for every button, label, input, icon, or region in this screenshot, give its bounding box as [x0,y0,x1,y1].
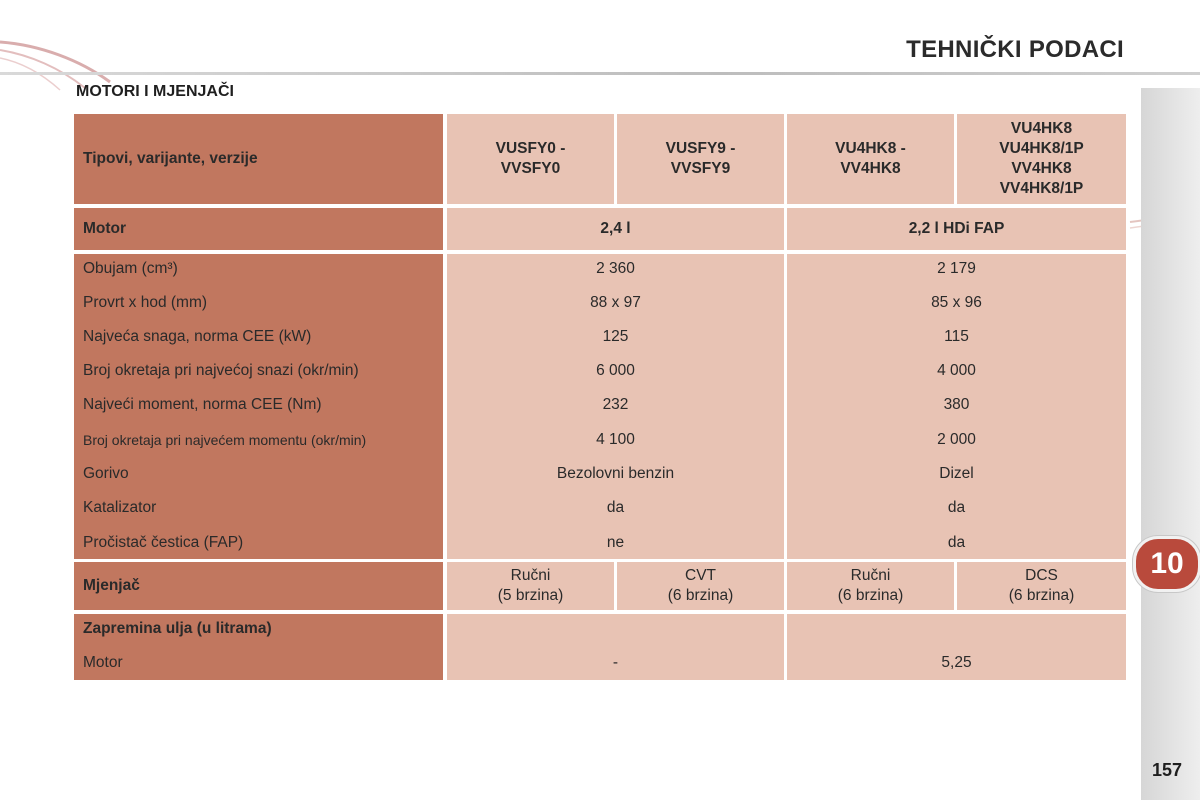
gearbox-speeds: (6 brzina) [667,587,734,604]
header-rule [0,72,1200,75]
versions-header-label: Tipovi, varijante, verzije [74,114,443,204]
spec-petrol-value: 6 000 [596,362,635,379]
oil-petrol-value: - [612,654,619,671]
section-title: MOTORI I MJENJAČI [76,83,234,100]
motor-diesel: 2,2 l HDi FAP [787,208,1126,250]
version-line: VVSFY9 [670,160,731,177]
version-line: VU4HK8 - [835,140,906,157]
version-cell [787,114,954,204]
spec-label: Najveća snaga, norma CEE (kW) [83,328,312,345]
spec-label: Pročistač čestica (FAP) [83,534,244,551]
spec-petrol-value: 2 360 [596,260,635,277]
spec-label: Najveći moment, norma CEE (Nm) [83,396,322,413]
spec-label: Obujam (cm³) [83,260,178,277]
version-line: VV4HK8 [1011,160,1072,177]
oil-motor-label: Motor [83,654,123,671]
spec-petrol-value: Bezolovni benzin [556,465,675,482]
gearbox-label: Mjenjač [74,562,443,610]
gearbox-speeds: (6 brzina) [1008,587,1075,604]
version-cell [617,114,784,204]
page-number: 157 [1152,760,1183,780]
gearbox-speeds: (6 brzina) [837,587,904,604]
spec-label: Broj okretaja pri najvećoj snazi (okr/min) [83,362,359,379]
chapter-side-bar [1141,88,1200,800]
gearbox-cell [617,562,784,610]
motor-label: Motor [74,208,443,250]
spec-petrol-value: 125 [602,328,629,345]
version-cell [957,114,1126,204]
version-cell [447,114,614,204]
spec-diesel-value: 2 000 [937,431,976,448]
spec-petrol-value: 4 100 [596,431,635,448]
oil-capacity-label: Zapremina ulja (u litrama) [83,620,272,637]
gearbox-cell [787,562,954,610]
chapter-number-badge: 10 [1133,536,1200,592]
spec-diesel-value: Dizel [939,465,974,482]
page-title: TEHNIČKI PODACI [906,36,1124,63]
spec-diesel-value: 380 [943,396,970,413]
spec-label: Provrt x hod (mm) [83,294,208,311]
oil-diesel-value: 5,25 [941,654,972,671]
spec-diesel-value: 4 000 [937,362,976,379]
gearbox-type: Ručni [850,567,891,584]
version-line: VUSFY9 - [665,140,736,157]
gearbox-type: DCS [1025,567,1058,584]
spec-label: Katalizator [83,499,157,516]
engine-spec-table [74,114,1126,680]
version-line: VV4HK8/1P [999,180,1084,197]
spec-petrol-value: 232 [602,396,629,413]
spec-diesel-value: da [947,534,966,551]
gearbox-cell [447,562,614,610]
gearbox-cell [957,562,1126,610]
gearbox-speeds: (5 brzina) [497,587,564,604]
spec-diesel-value: 85 x 96 [931,294,982,311]
version-line: VU4HK8 [1010,120,1073,137]
spec-label: Broj okretaja pri najvećem momentu (okr/min) [83,432,367,448]
spec-diesel-value: da [947,499,966,516]
spec-petrol-value: da [606,499,625,516]
version-line: VU4HK8/1P [999,140,1084,157]
spec-petrol-value: 88 x 97 [590,294,641,311]
version-line: VV4HK8 [840,160,901,177]
spec-petrol-value: ne [606,534,625,551]
spec-diesel-value: 115 [944,328,969,345]
version-line: VVSFY0 [500,160,561,177]
gearbox-type: Ručni [510,567,551,584]
spec-label: Gorivo [83,465,129,482]
version-line: VUSFY0 - [495,140,566,157]
spec-diesel-value: 2 179 [937,260,976,277]
motor-petrol: 2,4 l [447,208,784,250]
gearbox-type: CVT [685,567,716,584]
